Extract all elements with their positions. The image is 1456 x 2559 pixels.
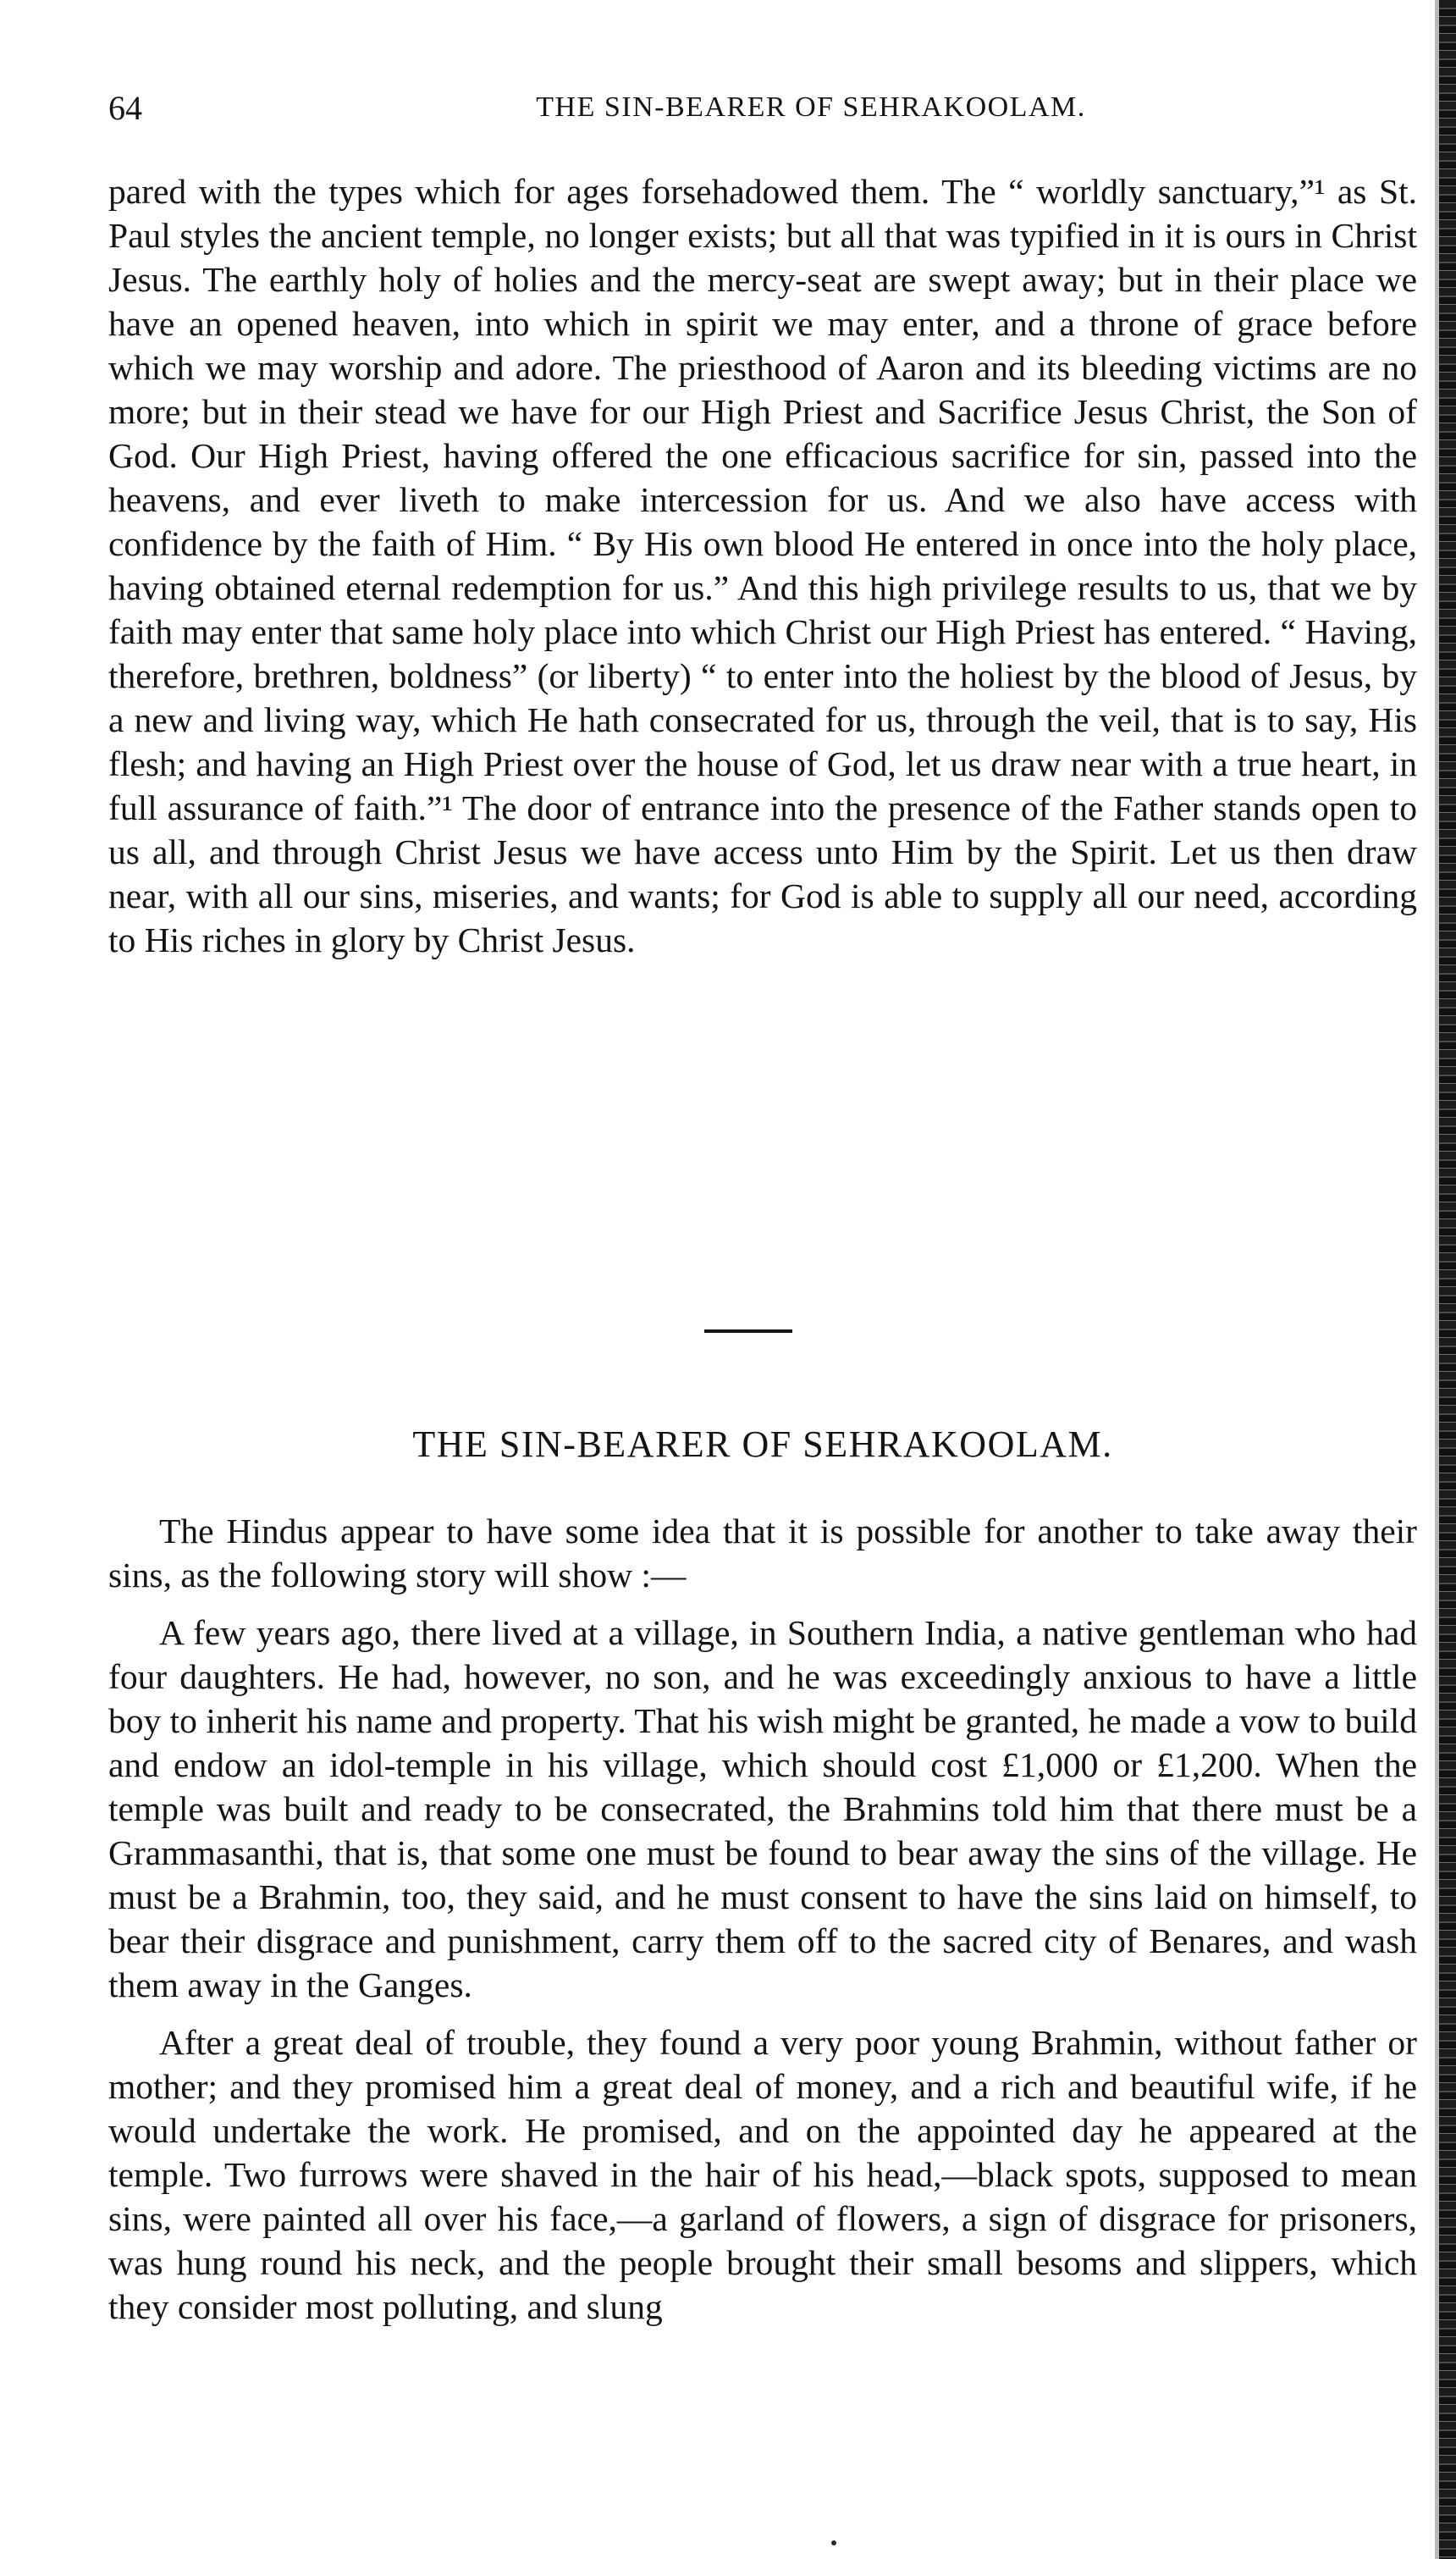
- paragraph: After a great deal of trouble, they found a very poor young Brahmin, without father or mother; and they promised him a great deal of money, and a rich and beautiful wife, if he would undertake the work. He promised, and on the appointed day he appeared at the temple. Two furrows were shaved in the hair of his head,—black spots, supposed to mean sins, were painted all over his face,—a garland of flowers, a sign of disgrace for prisoners, was hung round his neck, and the people brought their small besoms and slippers, which they consider most polluting, and slung: [108, 2023, 1417, 2326]
- article-body: [108, 1509, 1417, 2342]
- page-number: 64: [108, 89, 142, 127]
- continued-text: [108, 169, 1417, 962]
- paragraph: The Hindus appear to have some idea that it is possible for another to take away their sins, as the following story will show :—: [108, 1512, 1417, 1595]
- running-title: THE SIN-BEARER OF SEHRAKOOLAM.: [536, 91, 1086, 123]
- paragraph: pared with the types which for ages forsehadowed them. The “ worldly sanctuary,”¹ as St. Paul styles the ancient temple, no longer exists; but all that was typified in it is ours in Christ Jesus. The earthly holy of holies and the mercy-seat are swept away; but in their place we have an opened heaven, into which in spirit we may enter, and a throne of grace before which we may worship and adore. The priesthood of Aaron and its bleeding victims are no more; but in their stead we have for our High Priest and Sacrifice Jesus Christ, the Son of God. Our High Priest, having offered the one efficacious sacrifice for sin, passed into the heavens, and ever liveth to make intercession for us. And we also have access with confidence by the faith of Him. “ By His own blood He entered in once into the holy place, having obtained eternal redemption for us.” And this high privilege results to us, that we by faith may enter that same holy place into which Christ our High Priest has entered. “ Having, therefore, brethren, boldness” (or liberty) “ to enter into the holiest by the blood of Jesus, by a new and living way, which He hath consecrated for us, through the veil, that is to say, His flesh; and having an High Priest over the house of God, let us draw near with a true heart, in full assurance of faith.”¹ The door of entrance into the presence of the Father stands open to us all, and through Christ Jesus we have access unto Him by the Spirit. Let us then draw near, with all our sins, miseries, and wants; for God is able to supply all our need, according to His riches in glory by Christ Jesus.: [108, 172, 1417, 959]
- print-speck: [831, 2540, 836, 2545]
- section-divider: [704, 1329, 792, 1333]
- binding-edge: [1439, 0, 1456, 2559]
- paragraph: A few years ago, there lived at a village, in Southern India, a native gentleman who had four daughters. He had, however, no son, and he was exceedingly anxious to have a little boy to inherit his name and property. That his wish might be granted, he made a vow to build and endow an idol-temple in his village, which should cost £1,000 or £1,200. When the temple was built and ready to be consecrated, the Brahmins told him that there must be a Grammasanthi, that is, that some one must be found to bear away the sins of the village. He must be a Brahmin, too, they said, and he must consent to have the sins laid on himself, to bear their disgrace and punishment, carry them off to the sacred city of Benares, and wash them away in the Ganges.: [108, 1613, 1417, 2004]
- article-title: THE SIN-BEARER OF SEHRAKOOLAM.: [412, 1423, 1113, 1465]
- running-head: [108, 88, 1412, 139]
